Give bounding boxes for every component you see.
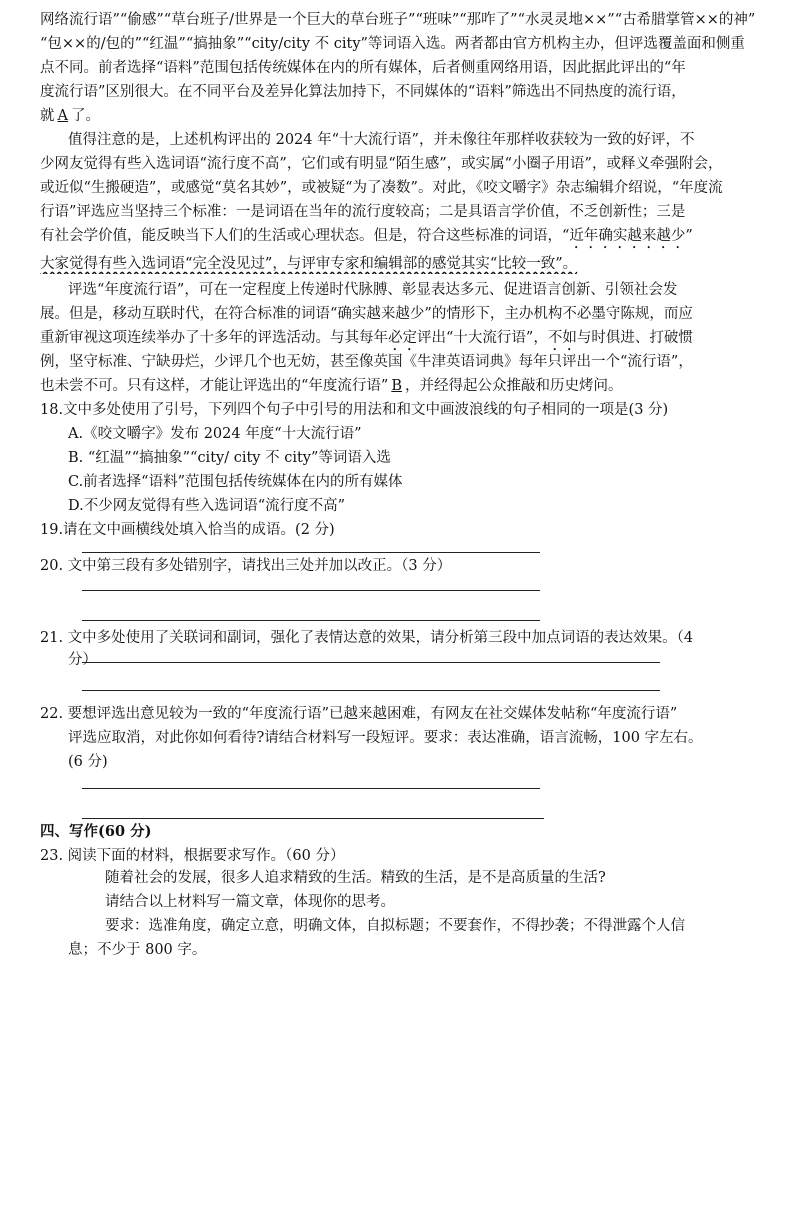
question-18-stem: 18.文中多处使用了引号，下列四个句子中引号的用法和和文中画波浪线的句子相同的一项是(3 分)	[40, 402, 669, 418]
requirements: 要求：选准角度，确定立意，明确文体，自拟标题；不要套作，不得抄袭；不得泄露个人信	[105, 918, 685, 934]
dotted-word: 不如	[547, 330, 577, 346]
question-23-stem: 23. 阅读下面的材料，根据要求写作。（60 分）	[40, 848, 345, 864]
paragraph-line: 就 A 了。	[40, 108, 100, 124]
paragraph-line: 例，坚守标准、宁缺毋烂，少评几个也无妨，甚至像英国《牛津英语词典》每年只评出一个“流行语”，	[40, 354, 693, 370]
question-22-cont: 评选应取消，对此你如何看待?请结合材料写一段短评。要求：表达准确，语言流畅，100 字左右。	[68, 730, 703, 746]
paragraph-line: 度流行语”区别很大。在不同平台及差异化算法加持下，不同媒体的“语料”筛选出不同热度的流行语，	[40, 84, 686, 100]
paragraph-line: 少网友觉得有些入选词语“流行度不高”，它们或有明显“陌生感”，或实属“小圈子用语”，或释义牵强附会，	[40, 156, 723, 172]
question-21-cont: 分）	[68, 652, 97, 668]
paragraph-line: 有社会学价值，能反映当下人们的生活或心理状态。但是，符合这些标准的词语，“近年确实越来越少”	[40, 228, 693, 244]
question-22-points: (6 分)	[68, 754, 108, 770]
paragraph-line: 重新审视这项连续举办了十多年的评选活动。与其每年必定评出“十大流行语”，不如与时俱进、打破惯	[40, 330, 693, 346]
paragraph-line: 也未尝不可。只有这样，才能让评选出的“年度流行语” B ，并经得起公众推敲和历史烤问。	[40, 378, 623, 394]
option-a[interactable]: A.《咬文嚼字》发布 2024 年度“十大流行语”	[68, 426, 362, 442]
option-b[interactable]: B. “红温”“搞抽象”“city/ city 不 city”等词语入选	[68, 450, 391, 466]
dotted-phrase: “近年确实越来越少”	[562, 228, 693, 244]
paragraph-line: 值得注意的是，上述机构评出的 2024 年“十大流行语”，并未像往年那样收获较为一致的好评，不	[68, 132, 695, 148]
answer-line[interactable]	[82, 690, 660, 691]
blank-answer-a: A	[57, 108, 68, 124]
option-d[interactable]: D.不少网友觉得有些入选词语“流行度不高”	[68, 498, 346, 514]
answer-line[interactable]	[82, 590, 540, 591]
paragraph-line: 点不同。前者选择“语料”范围包括传统媒体在内的所有媒体，后者侧重网络用语，因此据此评出的“年	[40, 60, 686, 76]
paragraph-line: 展。但是，移动互联时代，在符合标准的词语“确实越来越少”的情形下，主办机构不必墨守陈规，而应	[40, 306, 693, 322]
paragraph-line: “包××的/包的”“红温”“搞抽象”“city/city 不 city”等词语入选。两者都由官方机构主办，但评选覆盖面和侧重	[40, 36, 745, 52]
paragraph-line: 行语”评选应当坚持三个标准：一是词语在当年的流行度较高；二是具语言学价值，不乏创新性；三是	[40, 204, 686, 220]
question-20: 20. 文中第三段有多处错别字，请找出三处并加以改正。（3 分）	[40, 558, 452, 574]
answer-line[interactable]	[82, 552, 540, 553]
material-line: 随着社会的发展，很多人追求精致的生活。精致的生活，是不是高质量的生活?	[105, 870, 606, 886]
requirements-cont: 息；不少于 800 字。	[68, 942, 207, 958]
paragraph-line: 或近似“生搬硬造”，或感觉“莫名其妙”，或被疑“为了凑数”。对此，《咬文嚼字》杂志编辑介绍说，“年度流	[40, 180, 723, 196]
material-line: 请结合以上材料写一篇文章，体现你的思考。	[105, 894, 395, 910]
answer-line[interactable]	[82, 788, 540, 789]
question-22: 22. 要想评选出意见较为一致的“年度流行语”已越来越困难，有网友在社交媒体发帖称“年度流行语”	[40, 706, 678, 722]
answer-line[interactable]	[82, 818, 544, 819]
blank-answer-b: B	[391, 378, 402, 394]
question-21: 21. 文中多处使用了关联词和副词，强化了表情达意的效果，请分析第三段中加点词语的表达效果。（4	[40, 630, 694, 646]
paragraph-line: 网络流行语”“偷感”“草台班子/世界是一个巨大的草台班子”“班味”“那咋了”“水灵灵地××”“古希腊掌管××的神”	[40, 12, 756, 28]
option-c[interactable]: C.前者选择“语料”范围包括传统媒体在内的所有媒体	[68, 474, 403, 490]
wavy-sentence: 大家觉得有些入选词语“完全没见过”，与评审专家和编辑部的感觉其实“比较一致”。	[40, 256, 578, 272]
paragraph-line: 评选“年度流行语”，可在一定程度上传递时代脉膊、彰显表达多元、促进语言创新、引领社会发	[68, 282, 678, 298]
dotted-word: 必定	[388, 330, 417, 346]
answer-line[interactable]	[82, 662, 660, 663]
question-19: 19.请在文中画横线处填入恰当的成语。(2 分)	[40, 522, 335, 538]
answer-line[interactable]	[82, 620, 540, 621]
section-heading: 四、写作(60 分)	[40, 823, 152, 840]
